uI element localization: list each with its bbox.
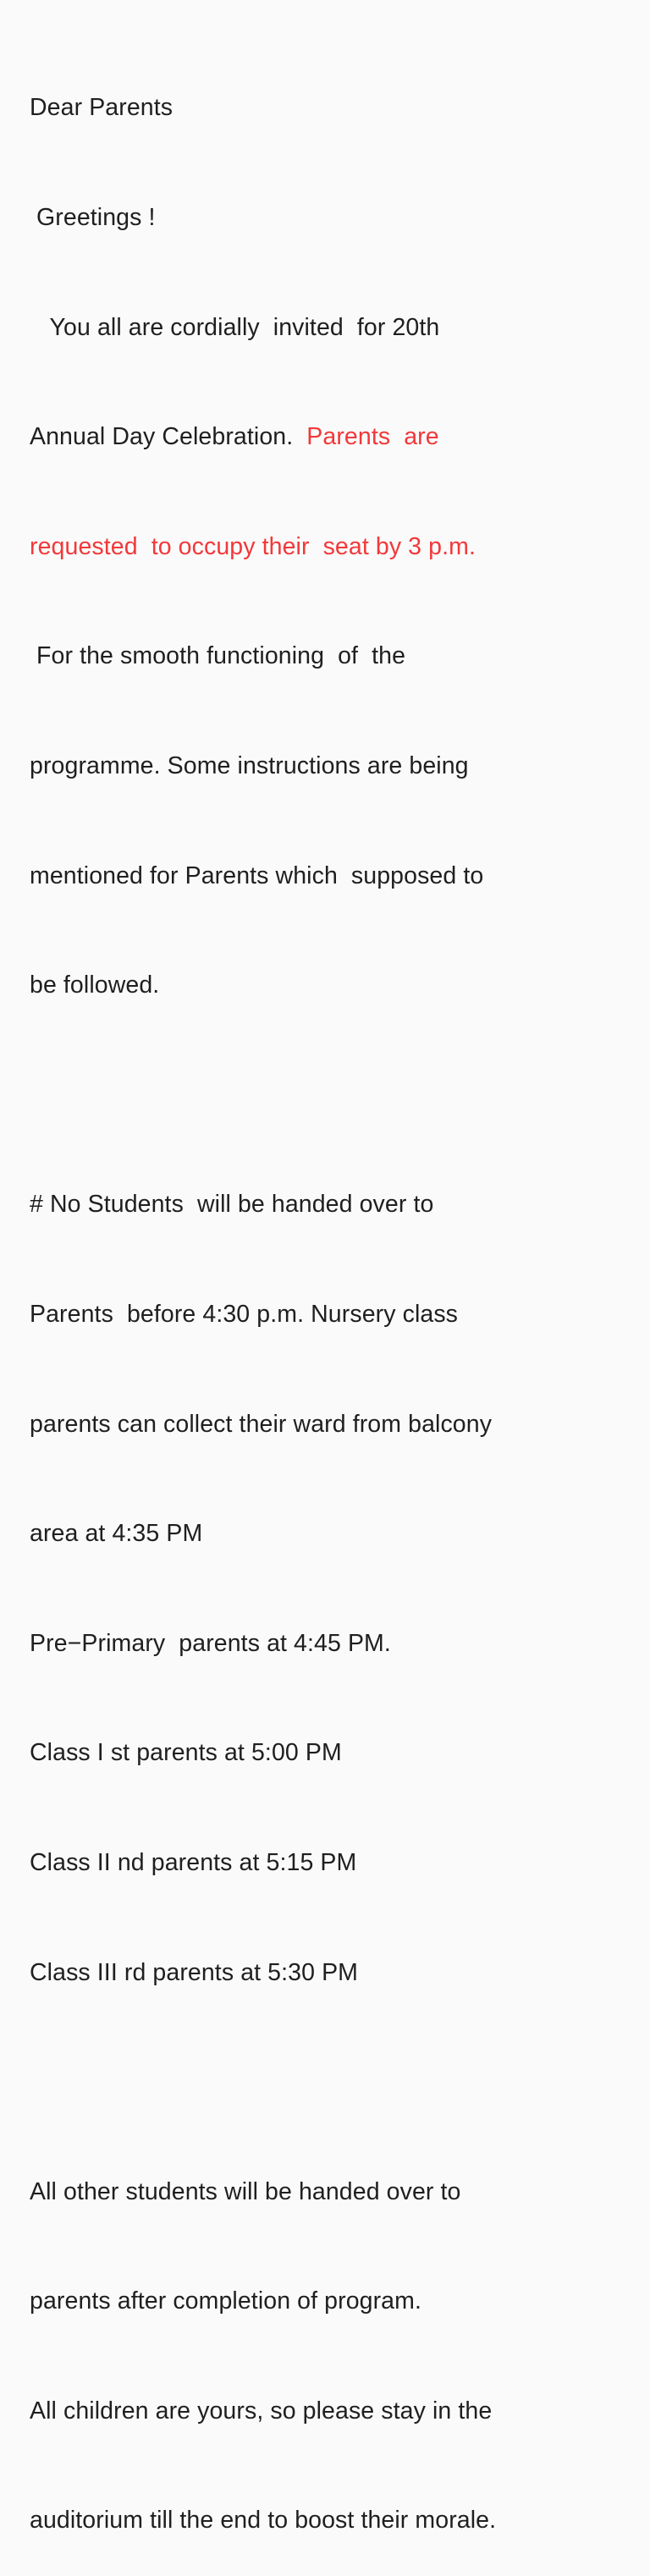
intro-line: programme. Some instructions are being bbox=[30, 751, 469, 779]
paragraph-gap bbox=[30, 2064, 622, 2100]
greeting: Greetings ! bbox=[30, 204, 156, 231]
invite-line: You all are cordially invited for 20th bbox=[30, 313, 440, 341]
rule-line: # No Students will be handed over to bbox=[30, 1191, 434, 1219]
closing-line: All other students will be handed over to bbox=[30, 2177, 461, 2205]
rule-line: area at 4:35 PM bbox=[30, 1520, 203, 1548]
schedule-item: Class III rd parents at 5:30 PM bbox=[30, 1958, 359, 1986]
message-body bbox=[30, 17, 622, 2576]
closing-line: parents after completion of program. bbox=[30, 2287, 421, 2315]
schedule-item: Class I st parents at 5:00 PM bbox=[30, 1739, 342, 1767]
closing-line: All children are yours, so please stay in the bbox=[30, 2397, 493, 2425]
rule-line: parents can collect their ward from balcony bbox=[30, 1410, 493, 1438]
invite-line-black-part: Annual Day Celebration. bbox=[30, 423, 307, 451]
invite-line-mixed bbox=[30, 419, 622, 455]
intro-line: be followed. bbox=[30, 972, 160, 999]
schedule-item: Pre−Primary parents at 4:45 PM. bbox=[30, 1629, 391, 1657]
salutation: Dear Parents bbox=[30, 94, 174, 122]
intro-line: mentioned for Parents which supposed to bbox=[30, 861, 484, 889]
highlight-seat-time: requested to occupy their seat by 3 p.m. bbox=[30, 532, 476, 560]
paragraph-gap bbox=[30, 1077, 622, 1114]
closing-line: auditorium till the end to boost their morale. bbox=[30, 2507, 497, 2535]
schedule-item: Class II nd parents at 5:15 PM bbox=[30, 1848, 357, 1876]
highlight-text: Parents are bbox=[306, 423, 439, 451]
rule-line: Parents before 4:30 p.m. Nursery class bbox=[30, 1300, 459, 1328]
intro-line: For the smooth functioning of the bbox=[30, 642, 406, 670]
